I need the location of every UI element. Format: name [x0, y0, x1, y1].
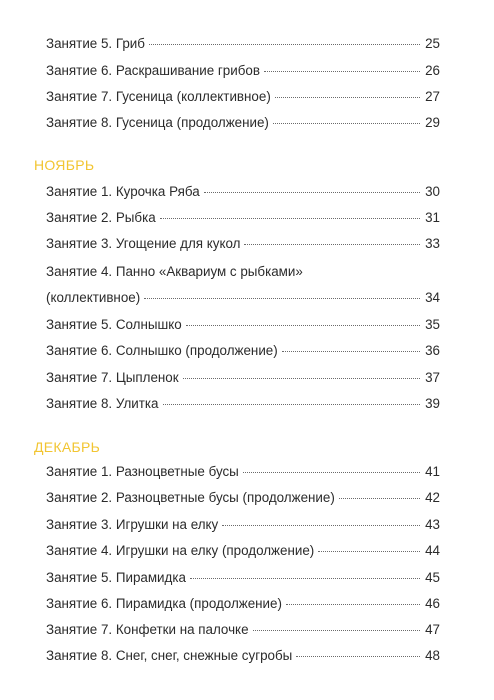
toc-entry-page: 39	[425, 396, 440, 411]
toc-entry[interactable]	[46, 393, 440, 415]
toc-entry[interactable]	[46, 207, 440, 229]
toc-entry-page: 35	[425, 317, 440, 332]
toc-entry[interactable]	[46, 233, 440, 255]
toc-entry-title: Занятие 6. Пирамидка (продолжение)	[46, 596, 282, 611]
leader-dots	[275, 85, 420, 98]
toc-entry[interactable]	[46, 287, 440, 309]
toc-entry-title: Занятие 8. Снег, снег, снежные сугробы	[46, 648, 293, 663]
leader-dots	[160, 206, 420, 219]
toc-entry-title: Занятие 8. Гусеница (продолжение)	[46, 115, 269, 130]
toc-entry[interactable]	[46, 261, 303, 283]
toc-entry-page: 36	[425, 343, 440, 358]
toc-entry-title: Занятие 1. Разноцветные бусы	[46, 464, 239, 479]
toc-entry[interactable]	[46, 314, 440, 336]
toc-entry-title: Занятие 4. Панно «Аквариум с рыбками»	[46, 264, 303, 279]
section-heading-december: ДЕКАБРЬ	[34, 439, 101, 455]
toc-entry-title: Занятие 5. Пирамидка	[46, 570, 186, 585]
toc-entry[interactable]	[46, 567, 440, 589]
toc-entry-title: Занятие 6. Солнышко (продолжение)	[46, 343, 278, 358]
section-heading-november: НОЯБРЬ	[34, 157, 95, 173]
toc-entry-title: Занятие 4. Игрушки на елку (продолжение)	[46, 543, 315, 558]
toc-entry-page: 30	[425, 184, 440, 199]
toc-entry-page: 41	[425, 464, 440, 479]
toc-entry[interactable]	[46, 461, 440, 483]
toc-entry-page: 25	[425, 36, 440, 51]
toc-entry-page: 46	[425, 596, 440, 611]
toc-entry-title: (коллективное)	[46, 290, 141, 305]
toc-entry[interactable]	[46, 60, 440, 82]
leader-dots	[318, 539, 420, 552]
toc-entry-title: Занятие 2. Разноцветные бусы (продолжение)	[46, 490, 335, 505]
toc-entry-page: 42	[425, 490, 440, 505]
toc-entry-page: 43	[425, 517, 440, 532]
leader-dots	[282, 339, 420, 352]
toc-entry-page: 47	[425, 622, 440, 637]
toc-entry[interactable]	[46, 181, 440, 203]
toc-entry-title: Занятие 3. Угощение для кукол	[46, 236, 241, 251]
toc-entry-page: 33	[425, 236, 440, 251]
toc-entry[interactable]	[46, 33, 440, 55]
toc-entry-title: Занятие 3. Игрушки на елку	[46, 517, 219, 532]
toc-entry[interactable]	[46, 487, 440, 509]
toc-entry-title: Занятие 8. Улитка	[46, 396, 159, 411]
toc-entry-title: Занятие 5. Гриб	[46, 36, 145, 51]
toc-entry[interactable]	[46, 514, 440, 536]
toc-entry-page: 44	[425, 543, 440, 558]
toc-entry-page: 31	[425, 210, 440, 225]
toc-entry[interactable]	[46, 619, 440, 641]
toc-entry-title: Занятие 7. Цыпленок	[46, 370, 179, 385]
toc-entry[interactable]	[46, 367, 440, 389]
toc-entry[interactable]	[46, 540, 440, 562]
toc-entry-page: 34	[425, 290, 440, 305]
leader-dots	[296, 644, 420, 657]
toc-entry[interactable]	[46, 645, 440, 667]
toc-entry-title: Занятие 6. Раскрашивание грибов	[46, 63, 260, 78]
toc-entry[interactable]	[46, 86, 440, 108]
leader-dots	[244, 232, 420, 245]
leader-dots	[190, 566, 420, 579]
leader-dots	[204, 180, 420, 193]
leader-dots	[186, 313, 420, 326]
toc-entry-title: Занятие 7. Конфетки на палочке	[46, 622, 249, 637]
toc-entry[interactable]	[46, 593, 440, 615]
leader-dots	[286, 592, 420, 605]
toc-entry-page: 26	[425, 63, 440, 78]
leader-dots	[264, 59, 420, 72]
toc-entry-page: 27	[425, 89, 440, 104]
toc-entry-page: 45	[425, 570, 440, 585]
leader-dots	[253, 618, 420, 631]
leader-dots	[149, 32, 420, 45]
toc-entry-page: 37	[425, 370, 440, 385]
toc-entry-title: Занятие 2. Рыбка	[46, 210, 156, 225]
leader-dots	[243, 460, 420, 473]
toc-entry-title: Занятие 1. Курочка Ряба	[46, 184, 200, 199]
leader-dots	[163, 392, 421, 405]
toc-entry-page: 48	[425, 648, 440, 663]
toc-entry-page: 29	[425, 115, 440, 130]
leader-dots	[339, 486, 420, 499]
toc-entry-title: Занятие 7. Гусеница (коллективное)	[46, 89, 271, 104]
toc-entry[interactable]	[46, 112, 440, 134]
toc-entry[interactable]	[46, 340, 440, 362]
leader-dots	[183, 366, 420, 379]
leader-dots	[222, 513, 420, 526]
leader-dots	[144, 286, 420, 299]
leader-dots	[273, 111, 420, 124]
toc-entry-title: Занятие 5. Солнышко	[46, 317, 182, 332]
